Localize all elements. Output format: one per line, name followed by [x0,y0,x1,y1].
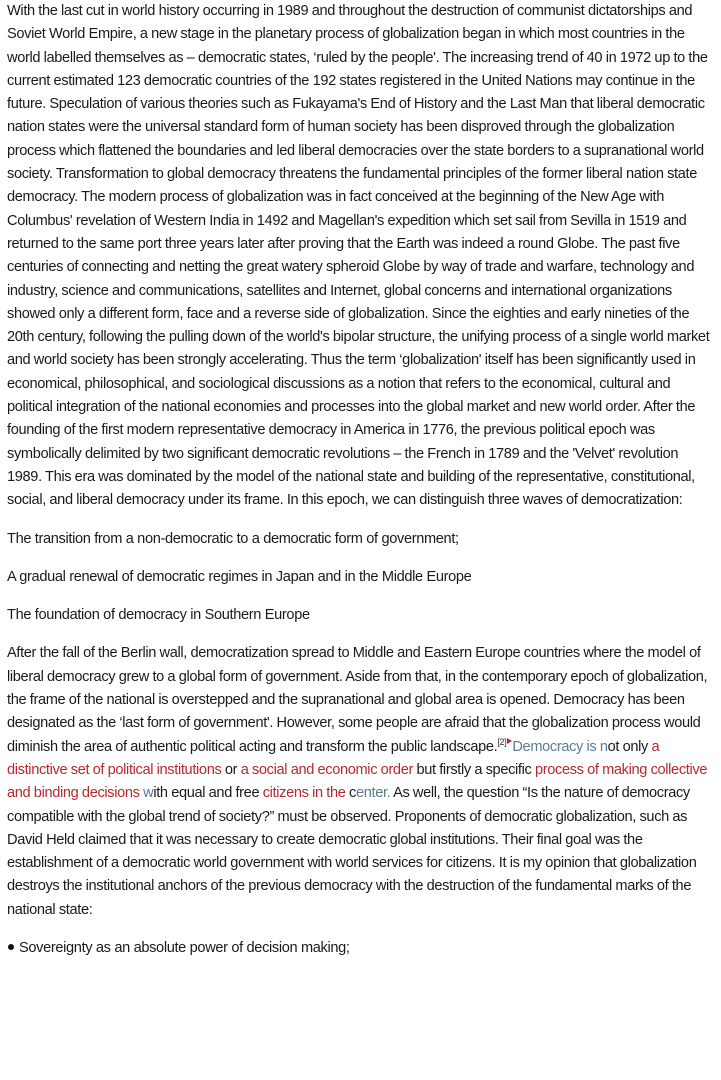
highlighted-text-blue: enter. [355,785,391,802]
bullet-text: Sovereignty as an absolute power of decision making; [19,939,350,956]
paragraph-spacer [7,513,713,528]
paragraph-spacer [7,922,713,937]
wave-item: The transition from a non-democratic to a democratic form of government; [7,530,459,547]
plain-text: c [349,785,356,802]
wave-item: The foundation of democracy in Southern Europe [7,607,310,624]
highlighted-text-blue: w [139,785,154,802]
paragraph-rest-text: As well, the question “Is the nature of democracy compatible with the global trend of society?” must be observed. Proponents of democratic globalization, such as David Held claimed that it was necessary to create democratic global institutions. Their final goal was the establishment of a democratic world government with world services for citizens. It is my opinion that globalization destroys the institutional anchors of the previous democracy with the destruction of the fundamental marks of the national state: [7,785,697,918]
comment-flag-icon[interactable] [507,738,512,744]
globalization-paragraph [7,642,713,922]
paragraph-spacer [7,551,713,566]
footnote-reference[interactable]: [2] [497,736,507,747]
highlighted-text-blue: Democracy is n [512,738,608,755]
paragraph-intro-text: After the fall of the Berlin wall, democratization spread to Middle and Eastern Europe countries where the model of liberal democracy grew to a global form of government. Aside from that, in the contemporary epoch of globalization, the frame of the national is overstepped and the supranational and global area is opened. Democracy has been designated as the ‘last form of government'. However, some people are afraid that the globalization process would diminish the area of authentic political acting and transform the public landscape. [7,645,708,755]
plain-text: ot only [607,738,652,755]
bullet-item [7,937,713,960]
plain-text: but firstly a specific [412,761,535,778]
intro-paragraph: With the last cut in world history occurring in 1989 and throughout the destruction of communist dictatorships and Soviet World Empire, a new stage in the planetary process of globalization began in which most countries in the world labelled themselves as – democratic states, ‘ruled by the people'. The increasing trend of 40 in 1972 up to the current estimated 123 democratic countries of the 192 states registered in the United Nations may continue in the future. Speculation of various theories such as Fukayama's End of History and the Last Man that liberal democratic nation states were the universal standard form of human society has been disproved through the globalization process which flattened the boundaries and led liberal democracies over the state borders to a supranational world society. Transformation to global democracy threatens the fundamental principles of the former liberal nation state democracy. The modern process of globalization was in fact conceived at the beginning of the New Age with Columbus' revelation of Western India in 1492 and Magellan's expedition which set sail from Sevilla in 1519 and returned to the same port three years later after proving that the Earth was indeed a round Globe. The past five centuries of connecting and netting the great watery spheroid Globe by way of trade and warfare, technology and industry, science and communications, satellites and Internet, global concerns and international organizations showed only a different form, face and a reverse side of globalization. Since the eighties and early nineties of the 20th century, following the pulling down of the world's bipolar structure, the unifying process of a single world market and world society has been strongly accelerating. Thus the term ‘globalization' itself has been significantly used in economical, philosophical, and sociological discussions as a notion that refers to the economical, cultural and political integration of the national economies and processes into the global market and new world order. After the founding of the first modern representative democracy in America in 1776, the previous political epoch was symbolically delimited by two significant democratic revolutions – the French in 1789 and the 'Velvet' revolution 1989. This era was dominated by the model of the national state and building of the representative, constitutional, social, and liberal democracy under its frame. In this epoch, we can distinguish three waves of democratization: [7,3,710,509]
highlighted-text-red: a distinctive set of political institutions [7,738,660,778]
highlighted-text-red: citizens in the [262,785,349,802]
wave-item: A gradual renewal of democratic regimes in Japan and in the Middle Europe [7,568,472,585]
paragraph-spacer [7,589,713,604]
bullet-icon [8,944,14,950]
plain-text: or [221,761,241,778]
paragraph-spacer [7,627,713,642]
plain-text: ith equal and free [153,785,263,802]
highlighted-text-red: a social and economic order [240,761,413,778]
highlighted-text-red: process of making collective and binding decisions [7,761,708,802]
